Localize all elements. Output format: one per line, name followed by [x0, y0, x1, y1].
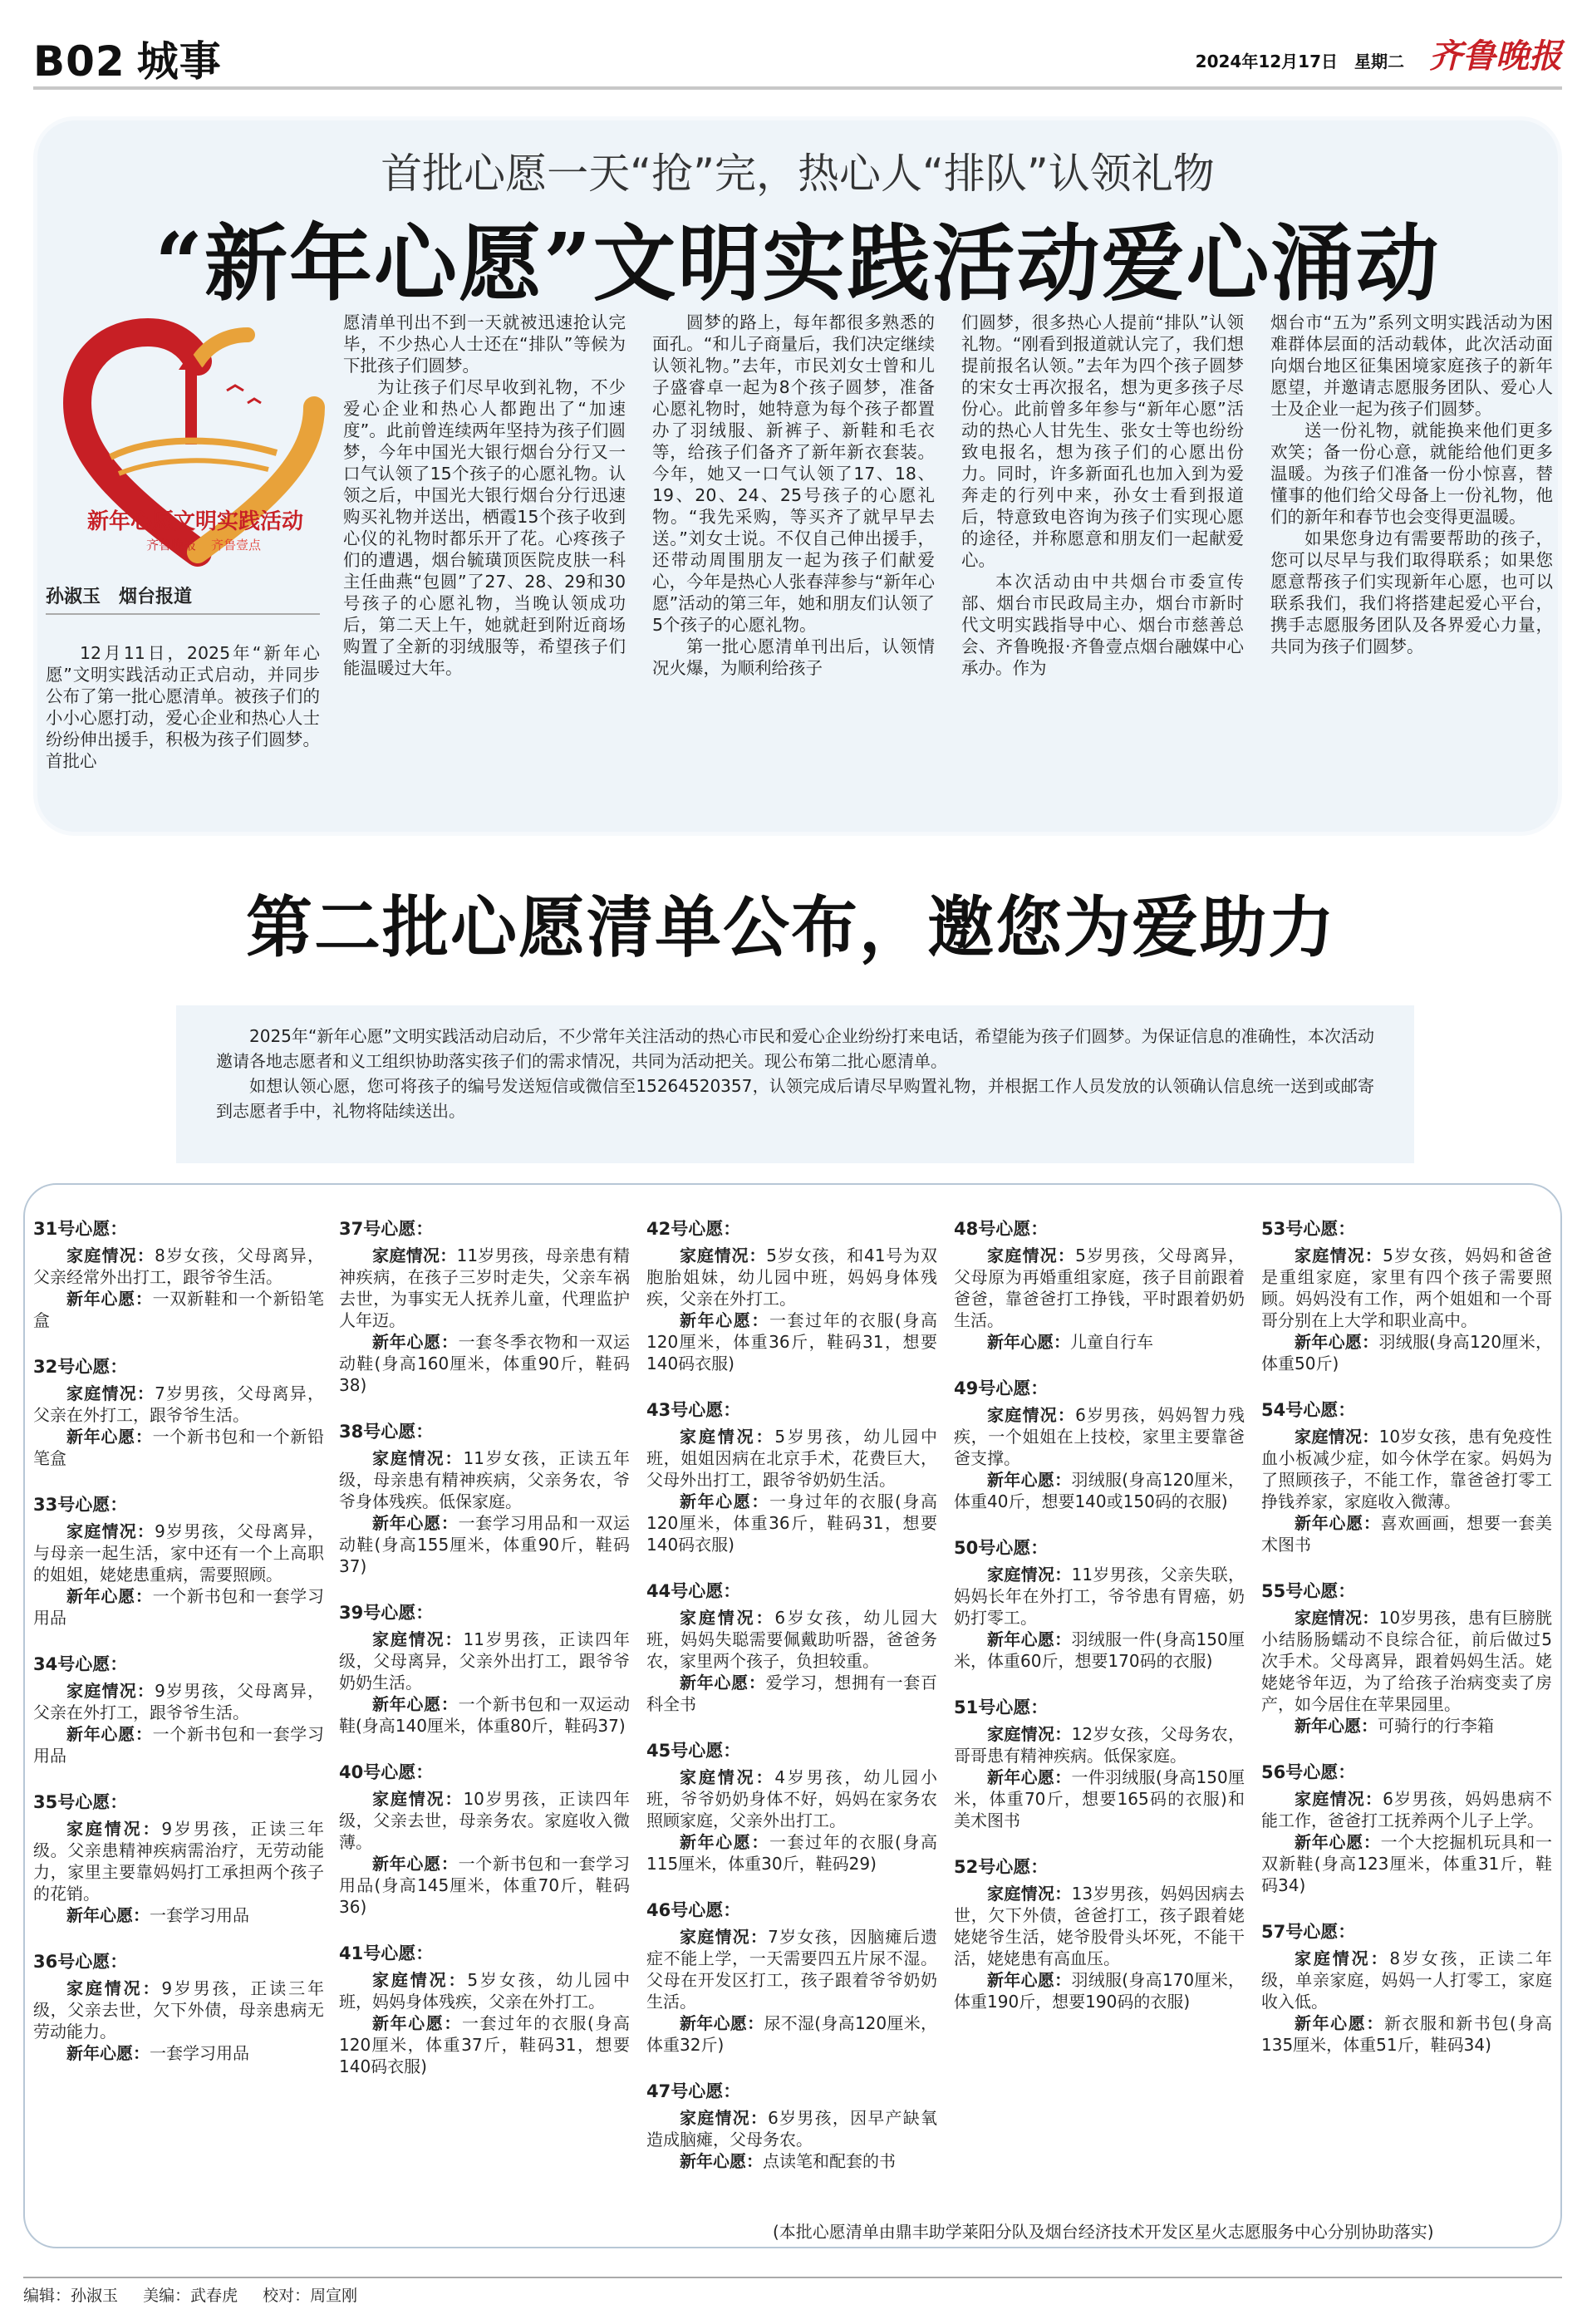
wish-item [339, 1943, 630, 2077]
wish-label: 新年心愿： [372, 2013, 462, 2033]
family-text: 11岁女孩，正读五年级，母亲患有精神疾病，父亲务农，爷爷身体残疾。低保家庭。 [339, 1448, 631, 1511]
wish-number: 46号心愿： [646, 1900, 741, 1920]
family-label: 家庭情况： [680, 1767, 775, 1787]
wish-number: 52号心愿： [954, 1857, 1049, 1877]
family-text: 5岁男孩，父母离异，父母原为再婚重组家庭，孩子目前跟着爸爸，靠爸爸打工挣钱，平时跟着奶奶生活。 [954, 1246, 1245, 1330]
paragraph: 送一份礼物，就能换来他们更多欢笑；备一份心意，就能给他们更多温暖。为孩子们准备一份小惊喜，替懂事的他们给父母备上一份礼物，他们的新年和春节也会变得更温暖。 [1270, 420, 1553, 527]
wish-number: 45号心愿： [646, 1741, 741, 1761]
family-situation [1261, 1948, 1552, 2012]
wish-column-4 [954, 1218, 1245, 2037]
issue-date: 2024年12月17日 [1195, 52, 1338, 71]
wish-item [646, 1218, 937, 1374]
wish-list-note: (本批心愿清单由鼎丰助学莱阳分队及烟台经济技术开发区星火志愿服务中心分别协助落实) [773, 2222, 1434, 2242]
wish-text: 羽绒服(身高120厘米，体重40斤，想要140或150码的衣服) [954, 1470, 1245, 1511]
wish-item [1261, 1218, 1552, 1374]
wish-label: 新年心愿： [1295, 2013, 1384, 2033]
wish-text: 喜欢画画，想要一套美术图书 [1261, 1513, 1553, 1555]
family-text: 6岁女孩，幼儿园大班，妈妈失聪需要佩戴助听器，爸爸务农，家里两个孩子，负担较重。 [646, 1608, 938, 1671]
family-situation [339, 1969, 630, 2012]
wish-label: 新年心愿： [66, 1586, 153, 1606]
family-text: 10岁男孩，正读四年级，父亲去世，母亲务农。家庭收入微薄。 [339, 1789, 631, 1852]
new-year-wish [33, 1904, 324, 1926]
family-situation [954, 1404, 1245, 1469]
family-situation [954, 1883, 1245, 1969]
wish-number: 48号心愿： [954, 1219, 1049, 1239]
wish-text: 一个新书包和一套学习用品(身高145厘米，体重70斤，鞋码36) [339, 1854, 631, 1917]
wish-column-5 [1261, 1218, 1552, 2081]
wish-text: 一件羽绒服(身高150厘米，体重70斤，想要165码的衣服)和美术图书 [954, 1767, 1245, 1830]
wish-label: 新年心愿： [66, 1289, 153, 1309]
family-text: 6岁男孩，因早产缺氧造成脑瘫，父母务农。 [646, 2108, 937, 2150]
wish-item [33, 1218, 324, 1331]
wish-number: 43号心愿： [646, 1400, 741, 1420]
wish-item [33, 1951, 324, 2064]
family-text: 13岁男孩，妈妈因病去世，欠下外债，爸爸打工，孩子跟着姥姥姥爷生活，姥爷股骨头坏死，不能干活，姥姥患有高血压。 [954, 1884, 1245, 1968]
family-label: 家庭情况： [66, 1819, 162, 1839]
wish-column-1 [33, 1218, 324, 2089]
family-label: 家庭情况： [66, 1978, 162, 1998]
new-year-wish [646, 2150, 937, 2172]
family-label: 家庭情况： [372, 1629, 464, 1649]
paragraph: 圆梦的路上，每年都很多熟悉的面孔。“和儿子商量后，我们决定继续认领礼物。”去年，市民刘女士曾和儿子盛睿卓一起为8个孩子圆梦，准备心愿礼物时，她特意为每个孩子都置办了羽绒服、新裤子、新鞋和毛衣等，给孩子们备齐了新年新衣套装。今年，她又一口气认领了17、18、19、20、24、25号孩子的心愿礼物。“我先采购，等买齐了就早早去送。”刘女士说。不仅自己伸出援手，还带动周围朋友一起为孩子们献爱心，今年是热心人张春萍参与“新年心愿”活动的第三年，她和朋友们认领了5个孩子的心愿礼物。 [652, 312, 935, 635]
family-text: 10岁男孩，患有巨膀胱小结肠肠蠕动不良综合征，前后做过5次手术。父母离异，跟着妈妈生活。姥姥姥爷年迈，为了给孩子治病变卖了房产，如今居住在苹果园里。 [1261, 1608, 1552, 1714]
paragraph: 烟台市“五为”系列文明实践活动为困难群体层面的活动载体，此次活动面向烟台地区征集困境家庭孩子的新年愿望，并邀请志愿服务团队、爱心人士及企业一起为孩子们圆梦。 [1270, 312, 1553, 419]
family-situation [33, 1383, 324, 1426]
wish-label: 新年心愿： [680, 1673, 766, 1693]
wish-column-3 [646, 1218, 937, 2197]
wish-text: 羽绒服(身高170厘米，体重190斤，想要190码的衣服) [954, 1970, 1245, 2012]
family-label: 家庭情况： [372, 1246, 457, 1265]
wish-number: 53号心愿： [1261, 1219, 1356, 1239]
family-situation [33, 1680, 324, 1723]
wish-item [646, 2081, 937, 2172]
new-year-wish [1261, 1715, 1552, 1737]
family-text: 7岁女孩，因脑瘫后遗症不能上学，一天需要四五片尿不湿。父母在开发区打工，孩子跟着爷爷奶奶生活。 [646, 1927, 937, 2012]
wish-text: 一套过年的衣服(身高120厘米，体重36斤，鞋码31，想要140码衣服) [646, 1310, 938, 1373]
wish-item [954, 1218, 1245, 1353]
wish-number: 57号心愿： [1261, 1922, 1356, 1942]
wish-label: 新年心愿： [66, 1905, 150, 1925]
wish-item [954, 1537, 1245, 1672]
wish-item [33, 1494, 324, 1629]
family-label: 家庭情况： [66, 1681, 155, 1701]
wish-number: 36号心愿： [33, 1952, 128, 1972]
family-label: 家庭情况： [66, 1246, 155, 1265]
family-situation [339, 1629, 630, 1693]
wish-label: 新年心愿： [372, 1513, 459, 1533]
paragraph: 如果您身边有需要帮助的孩子，您可以尽早与我们取得联系；如果您愿意帮孩子们实现新年心愿，也可以联系我们，我们将搭建起爱心平台，携手志愿服务团队及各界爱心力量，共同为孩子们圆梦。 [1270, 528, 1553, 656]
wish-label: 新年心愿： [1295, 1832, 1381, 1852]
wish-number: 54号心愿： [1261, 1400, 1356, 1420]
wish-text: 爱学习，想拥有一套百科全书 [646, 1673, 938, 1714]
article-column-1 [46, 642, 320, 772]
new-year-wish [339, 2012, 630, 2077]
family-text: 9岁男孩，父母离异，父亲在外打工，跟爷爷生活。 [33, 1681, 324, 1722]
wish-item [646, 1580, 937, 1715]
wish-number: 44号心愿： [646, 1581, 741, 1601]
wish-label: 新年心愿： [66, 2043, 150, 2063]
family-label: 家庭情况： [372, 1789, 464, 1809]
intro-paragraph: 如想认领心愿，您可将孩子的编号发送短信或微信至15264520357，认领完成后请尽早购置礼物，并根据工作人员发放的认领确认信息统一送到或邮寄到志愿者手中，礼物将陆续送出。 [216, 1076, 1374, 1121]
wish-item [339, 1602, 630, 1737]
family-label: 家庭情况： [66, 1383, 155, 1403]
wish-label: 新年心愿： [680, 1491, 769, 1511]
family-situation [33, 1245, 324, 1288]
wish-item [33, 1653, 324, 1766]
article-column-2 [343, 312, 626, 679]
page-footer [23, 2277, 1562, 2306]
new-year-wish [954, 1629, 1245, 1672]
family-label: 家庭情况： [1295, 1789, 1383, 1809]
article-column-5 [1270, 312, 1553, 657]
intro-paragraph: 2025年“新年心愿”文明实践活动启动后，不少常年关注活动的热心市民和爱心企业纷纷打来电话，希望能为孩子们圆梦。为保证信息的准确性，本次活动邀请各地志愿者和义工组织协助落实孩子们的需求情况，共同为活动把关。现公布第二批心愿清单。 [216, 1026, 1374, 1071]
wish-label: 新年心愿： [987, 1629, 1072, 1649]
paragraph: 本次活动由中共烟台市委宣传部、烟台市民政局主办，烟台市新时代文明实践指导中心、烟台市慈善总会、齐鲁晚报·齐鲁壹点烟台融媒中心承办。作为 [961, 572, 1244, 678]
wish-text: 儿童自行车 [1070, 1332, 1153, 1352]
new-year-wish [954, 1469, 1245, 1512]
wish-text: 一套冬季衣物和一双运动鞋(身高160厘米，体重90斤，鞋码38) [339, 1332, 631, 1395]
wish-column-2 [339, 1218, 630, 2102]
family-text: 8岁女孩，正读二年级，单亲家庭，妈妈一人打零工，家庭收入低。 [1261, 1948, 1553, 2012]
wish-item [1261, 1399, 1552, 1555]
wish-item [954, 1697, 1245, 1831]
family-text: 8岁女孩，父母离异，父亲经常外出打工，跟爷爷生活。 [33, 1246, 324, 1287]
wish-item [339, 1218, 630, 1396]
page-header [33, 25, 1562, 90]
wish-item [33, 1356, 324, 1469]
wish-label: 新年心愿： [987, 1332, 1070, 1352]
wish-text: 一套学习用品和一双运动鞋(身高155厘米，体重90斤，鞋码37) [339, 1513, 631, 1576]
wish-number: 37号心愿： [339, 1219, 434, 1239]
wish-number: 31号心愿： [33, 1219, 128, 1239]
new-year-wish [954, 1331, 1245, 1353]
paragraph: 愿清单刊出不到一天就被迅速抢认完毕，不少热心人士还在“排队”等候为下批孩子们圆梦。 [343, 312, 626, 376]
family-label: 家庭情况： [680, 1927, 769, 1947]
wish-item [339, 1761, 630, 1918]
new-year-wish [339, 1693, 630, 1737]
wish-number: 42号心愿： [646, 1219, 741, 1239]
paragraph: 第一批心愿清单刊出后，认领情况火爆，为顺利给孩子 [652, 636, 935, 678]
wish-number: 55号心愿： [1261, 1581, 1356, 1601]
family-text: 6岁男孩，妈妈患病不能工作，爸爸打工抚养两个儿子上学。 [1261, 1789, 1552, 1830]
editor-credit: 编辑：孙淑玉 [23, 2287, 119, 2305]
wish-text: 羽绒服一件(身高150厘米，体重60斤，想要170码的衣服) [954, 1629, 1245, 1671]
paragraph: 们圆梦，很多热心人提前“排队”认领礼物。“刚看到报道就认完了，我们想提前报名认领。”去年为四个孩子圆梦的宋女士再次报名，想为更多孩子尽份心。此前曾多年参与“新年心愿”活动的热心人甘先生、张女士等也纷纷致电报名，想为孩子们的心愿出份力。同时，许多新面孔也加入到为爱奔走的行列中来，孙女士看到报道后，特意致电咨询为孩子们实现心愿的途径，并称愿意和朋友们一起献爱心。 [961, 312, 1244, 570]
wish-text: 一套学习用品 [150, 1905, 249, 1925]
section2-title: 第二批心愿清单公布，邀您为爱助力 [246, 888, 1336, 966]
article-headline: “新年心愿”文明实践活动爱心涌动 [155, 214, 1441, 312]
family-situation [646, 1245, 937, 1309]
family-label: 家庭情况： [1295, 1427, 1379, 1447]
wish-label: 新年心愿： [372, 1854, 459, 1874]
wish-label: 新年心愿： [680, 1310, 769, 1330]
wish-number: 34号心愿： [33, 1654, 128, 1674]
wish-label: 新年心愿： [1295, 1332, 1379, 1352]
section2-intro [176, 1005, 1414, 1163]
family-text: 9岁男孩，正读三年级。父亲患精神疾病需治疗，无劳动能力，家里主要靠妈妈打工承担两个孩子的花销。 [33, 1819, 325, 1904]
wish-label: 新年心愿： [372, 1694, 459, 1714]
family-text: 6岁男孩，妈妈智力残疾，一个姐姐在上技校，家里主要靠爸爸支撑。 [954, 1405, 1245, 1468]
family-label: 家庭情况： [680, 1427, 775, 1447]
family-situation [33, 1978, 324, 2042]
wish-text: 一个新书包和一套学习用品 [33, 1586, 325, 1628]
wish-label: 新年心愿： [1295, 1513, 1381, 1533]
family-situation [646, 1607, 937, 1672]
new-year-wish [33, 1426, 324, 1469]
new-year-wish [1261, 2012, 1552, 2056]
family-label: 家庭情况： [987, 1884, 1072, 1904]
wish-text: 尿不湿(身高120厘米，体重32斤) [646, 2013, 937, 2055]
family-text: 7岁男孩，父母离异，父亲在外打工，跟爷爷生活。 [33, 1383, 324, 1425]
family-label: 家庭情况： [680, 1608, 775, 1628]
designer-credit: 美编：武春虎 [143, 2287, 238, 2305]
family-situation [954, 1723, 1245, 1766]
family-label: 家庭情况： [680, 2108, 769, 2128]
family-text: 5岁女孩，妈妈和爸爸是重组家庭，家里有四个孩子需要照顾。妈妈没有工作，两个姐姐和一个哥哥分别在上大学和职业高中。 [1261, 1246, 1552, 1330]
family-situation [339, 1245, 630, 1331]
family-situation [1261, 1607, 1552, 1715]
wish-text: 一个大挖掘机玩具和一双新鞋(身高123厘米，体重31斤，鞋码34) [1261, 1832, 1553, 1895]
wish-label: 新年心愿： [987, 1470, 1072, 1490]
new-year-wish [339, 1331, 630, 1396]
byline [46, 582, 320, 615]
wish-label: 新年心愿： [680, 2013, 764, 2033]
wish-text: 一套过年的衣服(身高115厘米，体重30斤，鞋码29) [646, 1832, 938, 1874]
family-text: 11岁男孩，父亲失联，妈妈长年在外打工，爷爷患有胃癌，奶奶打零工。 [954, 1565, 1245, 1628]
family-text: 11岁男孩，母亲患有精神疾病，在孩子三岁时走失，父亲车祸去世，为事实无人抚养儿童，代理监护人年迈。 [339, 1246, 630, 1330]
family-situation [1261, 1426, 1552, 1512]
wish-text: 点读笔和配套的书 [763, 2151, 896, 2171]
family-text: 5岁男孩，幼儿园中班，姐姐因病在北京手术，花费巨大，父母外出打工，跟爷爷奶奶生活。 [646, 1427, 938, 1490]
wish-number: 51号心愿： [954, 1698, 1049, 1717]
family-text: 5岁女孩，幼儿园中班，妈妈身体残疾，父亲在外打工。 [339, 1970, 631, 2012]
family-text: 11岁男孩，正读四年级，父母离异，父亲外出打工，跟爷爷奶奶生活。 [339, 1629, 631, 1693]
section-label [33, 28, 222, 88]
family-situation [339, 1788, 630, 1853]
wish-number: 47号心愿： [646, 2081, 741, 2101]
wish-text: 一个新书包和一套学习用品 [33, 1724, 325, 1766]
newspaper-logo: 齐鲁晚报 [1429, 37, 1562, 76]
wish-text: 一个新书包和一双运动鞋(身高140厘米，体重80斤，鞋码37) [339, 1694, 631, 1736]
new-year-wish [1261, 1331, 1552, 1374]
family-situation [954, 1245, 1245, 1331]
wish-number: 40号心愿： [339, 1762, 434, 1782]
family-situation [1261, 1788, 1552, 1831]
new-year-wish [1261, 1512, 1552, 1555]
new-year-wish [33, 1288, 324, 1331]
family-label: 家庭情况： [1295, 1246, 1383, 1265]
byline-place: 烟台报道 [119, 587, 193, 607]
wish-label: 新年心愿： [372, 1332, 459, 1352]
wish-number: 35号心愿： [33, 1792, 128, 1812]
section-title: 城事 [136, 37, 222, 86]
wish-item [339, 1421, 630, 1577]
wish-item [1261, 1761, 1552, 1896]
wish-label: 新年心愿： [680, 1832, 769, 1852]
wish-label: 新年心愿： [66, 1427, 153, 1447]
wish-text: 一双新鞋和一个新铅笔盒 [33, 1289, 325, 1330]
wish-number: 38号心愿： [339, 1422, 434, 1442]
new-year-wish [646, 2012, 937, 2056]
wish-text: 一套过年的衣服(身高120厘米，体重37斤，鞋码31，想要140码衣服) [339, 2013, 631, 2076]
new-year-wish [646, 1672, 937, 1715]
wish-label: 新年心愿： [987, 1970, 1072, 1990]
logo-brand-2: 齐鲁壹点 [211, 538, 262, 553]
wish-label: 新年心愿： [66, 1724, 153, 1744]
main-article [33, 116, 1562, 836]
proofreader-credit: 校对：周宣刚 [263, 2287, 358, 2305]
new-year-wish [954, 1969, 1245, 2012]
family-text: 9岁男孩，正读三年级，父亲去世，欠下外债，母亲患病无劳动能力。 [33, 1978, 325, 2041]
article-subhead: 首批心愿一天“抢”完，热心人“排队”认领礼物 [381, 150, 1215, 198]
wish-number: 56号心愿： [1261, 1762, 1356, 1782]
family-label: 家庭情况： [372, 1970, 468, 1990]
family-situation [33, 1521, 324, 1585]
wish-text: 可骑行的行李箱 [1378, 1716, 1494, 1736]
wish-number: 49号心愿： [954, 1378, 1049, 1398]
family-label: 家庭情况： [987, 1565, 1072, 1585]
family-label: 家庭情况： [680, 1246, 767, 1265]
wish-text: 一身过年的衣服(身高120厘米，体重36斤，鞋码31，想要140码衣服) [646, 1491, 938, 1555]
family-situation [646, 1426, 937, 1491]
family-situation [646, 1766, 937, 1831]
new-year-wish [339, 1512, 630, 1577]
family-situation [1261, 1245, 1552, 1331]
article-column-4 [961, 312, 1244, 679]
paragraph: 为让孩子们尽早收到礼物，不少爱心企业和热心人都跑出了“加速度”。此前曾连续两年坚持为孩子们圆梦，今年中国光大银行烟台分行又一口气认领了15个孩子的心愿礼物。认领之后，中国光大银行烟台分行迅速购买礼物并送出，栖霞15个孩子收到心仪的礼物时都乐开了花。心疼孩子们的遭遇，烟台毓璜顶医院皮肤一科主任曲燕“包圆”了27、28、29和30号孩子的心愿礼物，当晚认领成功后，第二天上午，她就赶到附近商场购置了全新的羽绒服等，希望孩子们能温暖过大年。 [343, 377, 626, 678]
issue-weekday: 星期二 [1354, 52, 1404, 71]
new-year-wish [646, 1309, 937, 1374]
family-text: 12岁女孩，父母务农，哥哥患有精神疾病。低保家庭。 [954, 1724, 1245, 1766]
wish-item [1261, 1921, 1552, 2056]
campaign-logo-text: 新年心愿文明实践活动 [86, 509, 303, 534]
family-text: 4岁男孩，幼儿园小班，爷爷奶奶身体不好，妈妈在家务农照顾家庭，父亲外出打工。 [646, 1767, 938, 1830]
article-column-3 [652, 312, 935, 679]
logo-brands [87, 536, 320, 553]
new-year-wish [33, 1585, 324, 1629]
family-text: 9岁男孩，父母离异，与母亲一起生活，家中还有一个上高职的姐姐，姥姥患重病，需要照顾。 [33, 1521, 324, 1585]
wish-label: 新年心愿： [1295, 1716, 1378, 1736]
new-year-wish [33, 1723, 324, 1766]
new-year-wish [646, 1491, 937, 1555]
new-year-wish [339, 1853, 630, 1918]
wish-number: 39号心愿： [339, 1603, 434, 1623]
family-situation [339, 1447, 630, 1512]
wish-text: 一套学习用品 [150, 2043, 249, 2063]
wish-list [23, 1183, 1562, 2248]
family-label: 家庭情况： [66, 1521, 155, 1541]
wish-item [954, 1378, 1245, 1512]
byline-author: 孙淑玉 [46, 587, 101, 607]
logo-brand-1: 齐鲁晚报 [145, 538, 196, 553]
family-label: 家庭情况： [1295, 1948, 1390, 1968]
wish-text: 一个新书包和一个新铅笔盒 [33, 1427, 325, 1468]
family-situation [646, 2107, 937, 2150]
family-label: 家庭情况： [372, 1448, 464, 1468]
family-situation [646, 1926, 937, 2012]
date-line [1196, 48, 1404, 72]
family-text: 10岁女孩，患有免疫性血小板减少症，如今休学在家。妈妈为了照顾孩子，不能工作，靠爸爸打零工挣钱养家，家庭收入微薄。 [1261, 1427, 1552, 1511]
wish-item [33, 1791, 324, 1926]
wish-item [954, 1856, 1245, 2012]
paragraph: 12月11日，2025年“新年心愿”文明实践活动正式启动，并同步公布了第一批心愿清单。被孩子们的小小心愿打动，爱心企业和热心人士纷纷伸出援手，积极为孩子们圆梦。首批心 [46, 643, 320, 771]
family-situation [33, 1818, 324, 1904]
section-number: B02 [33, 37, 125, 86]
wish-text: 羽绒服(身高120厘米，体重50斤) [1261, 1332, 1552, 1373]
family-text: 5岁女孩，和41号为双胞胎姐妹，幼儿园中班，妈妈身体残疾，父亲在外打工。 [646, 1246, 937, 1309]
new-year-wish [1261, 1831, 1552, 1896]
family-label: 家庭情况： [1295, 1608, 1379, 1628]
wish-number: 33号心愿： [33, 1495, 128, 1515]
family-label: 家庭情况： [987, 1405, 1076, 1425]
family-situation [954, 1564, 1245, 1629]
wish-item [646, 1399, 937, 1555]
new-year-wish [33, 2042, 324, 2064]
wish-text: 新衣服和新书包(身高135厘米，体重51斤，鞋码34) [1261, 2013, 1553, 2055]
new-year-wish [954, 1766, 1245, 1831]
wish-number: 32号心愿： [33, 1357, 128, 1377]
wish-item [646, 1899, 937, 2056]
wish-number: 50号心愿： [954, 1538, 1049, 1558]
wish-number: 41号心愿： [339, 1943, 434, 1963]
new-year-wish [646, 1831, 937, 1874]
wish-label: 新年心愿： [987, 1767, 1072, 1787]
family-label: 家庭情况： [987, 1246, 1076, 1265]
wish-label: 新年心愿： [680, 2151, 763, 2171]
wish-item [1261, 1580, 1552, 1737]
family-label: 家庭情况： [987, 1724, 1072, 1744]
wish-item [646, 1740, 937, 1874]
